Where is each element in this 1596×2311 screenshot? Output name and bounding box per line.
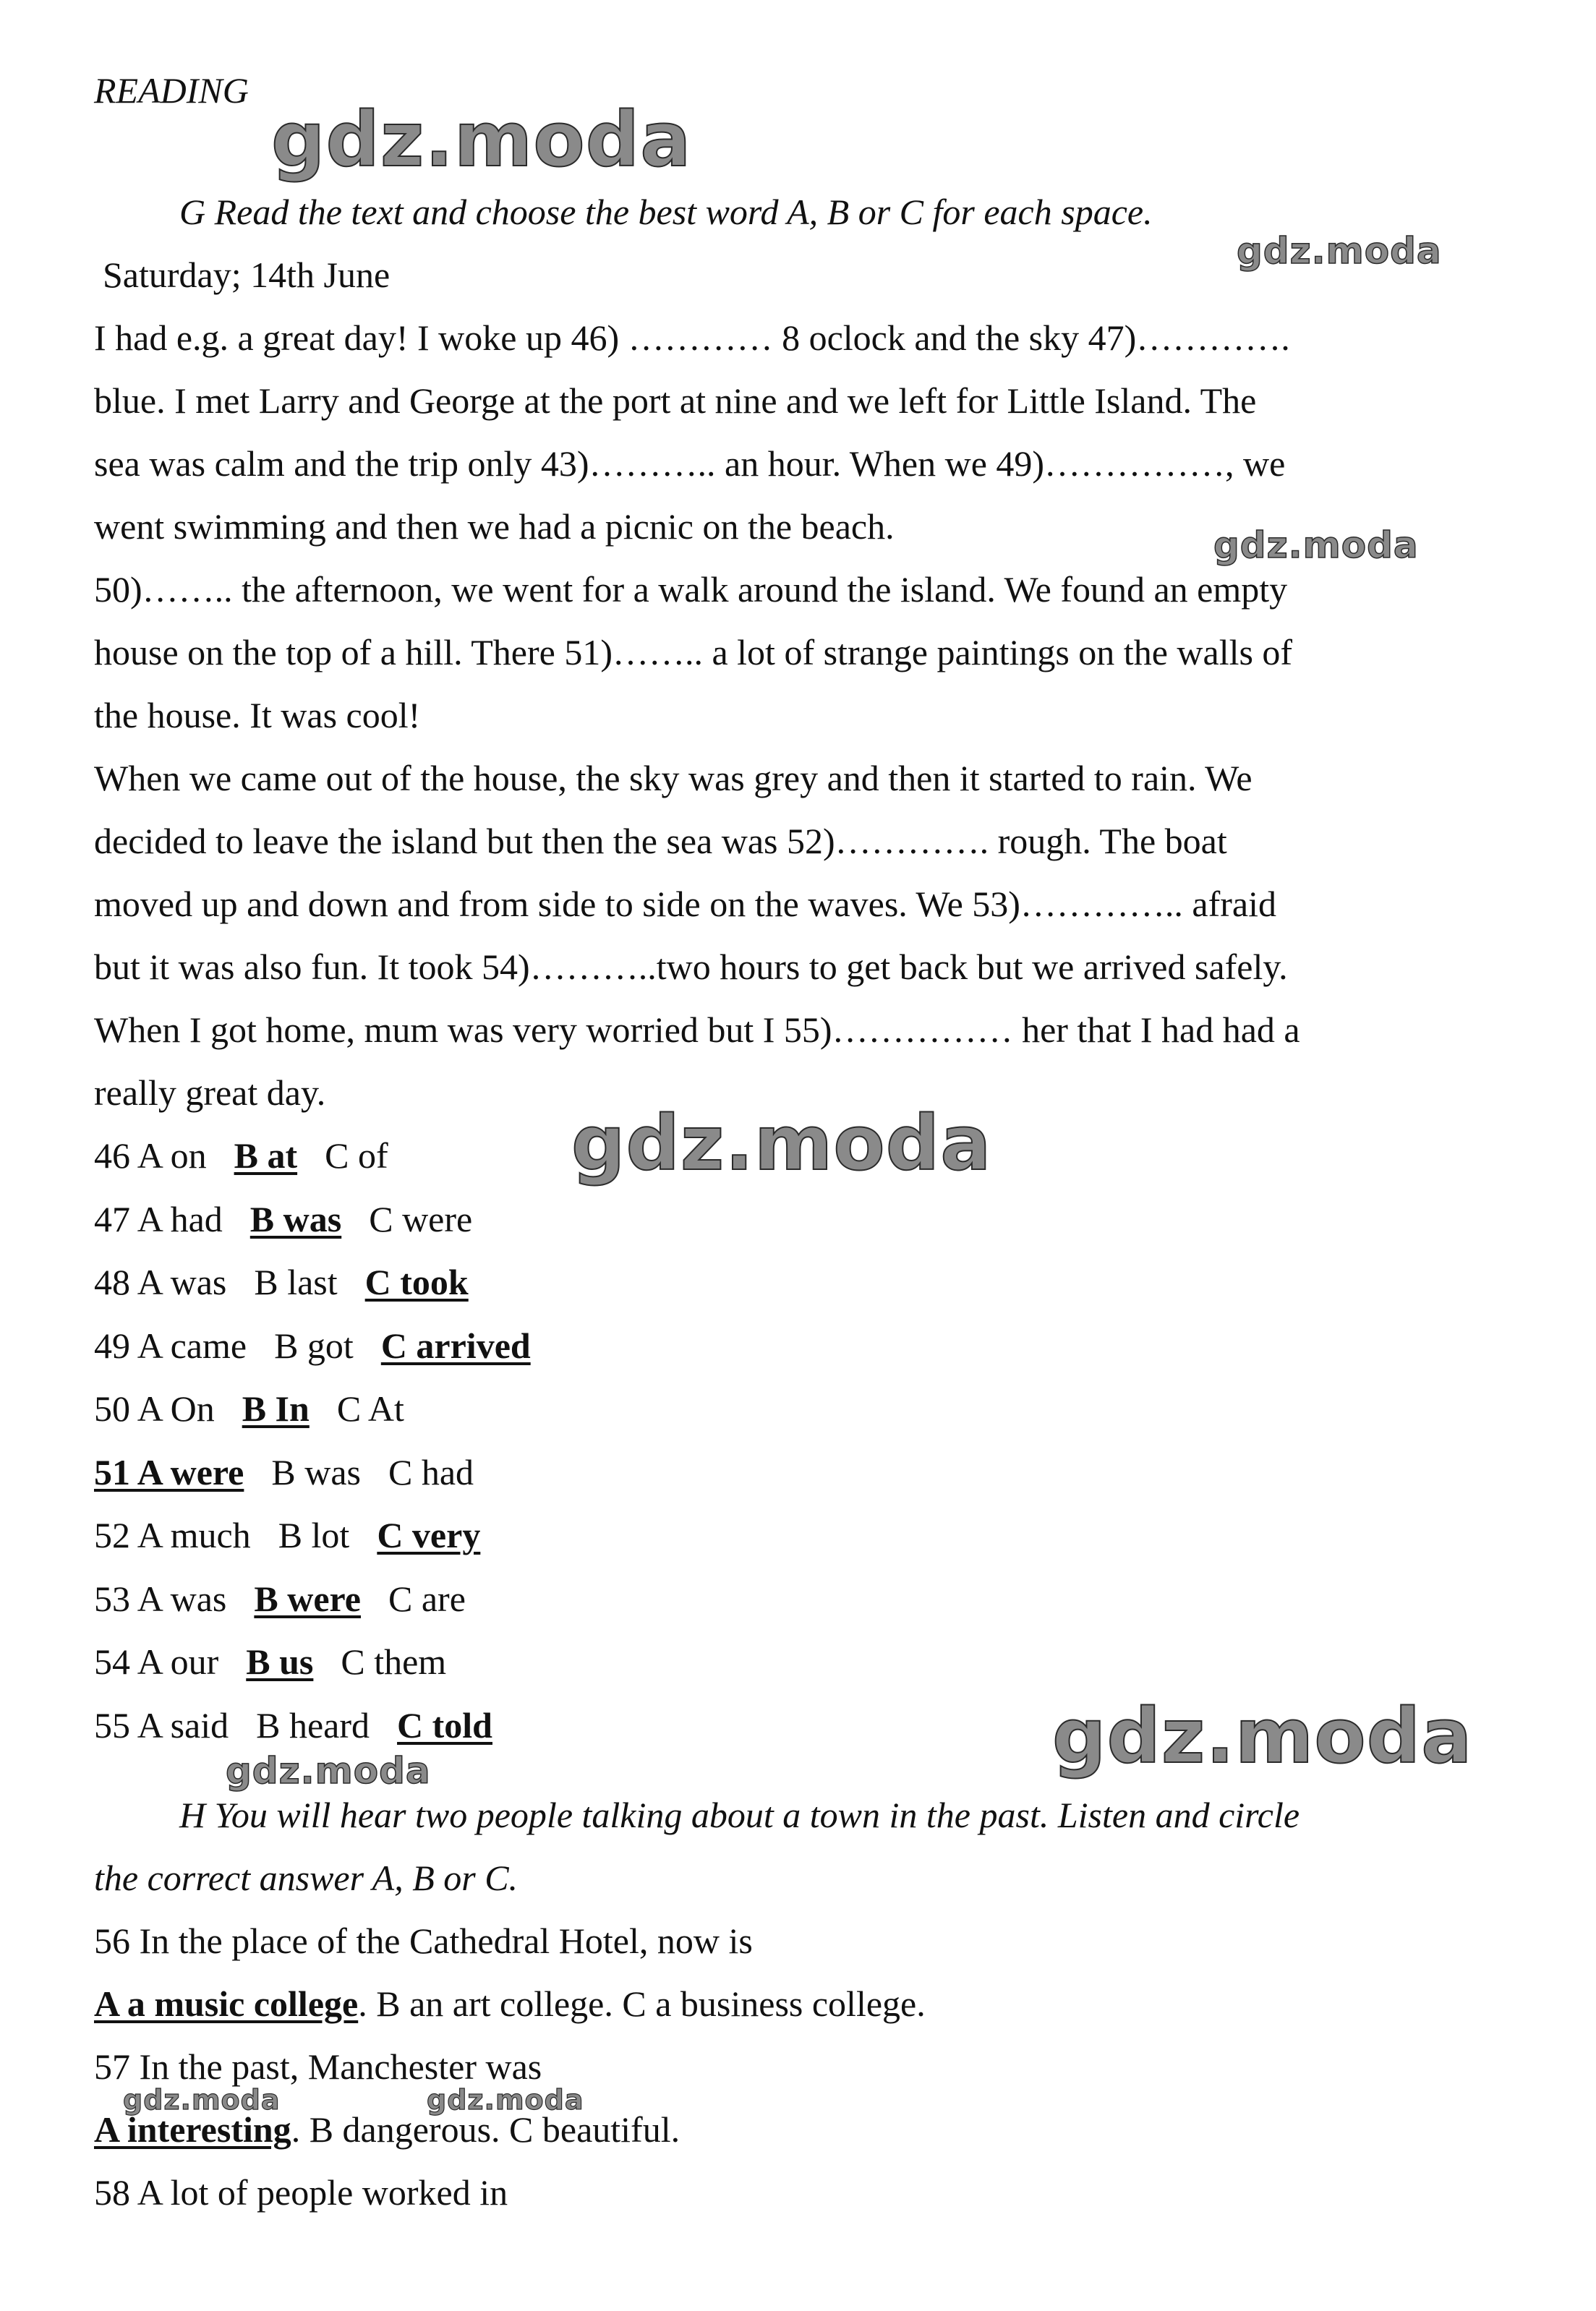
watermark-logo: gdz.moda: [123, 2084, 281, 2116]
passage-line: moved up and down and from side to side on the waves. We 53)………….. afraid: [94, 884, 1276, 924]
passage-line: went swimming and then we had a picnic on the beach.: [94, 506, 895, 547]
passage-line: blue. I met Larry and George at the port at nine and we left for Little Island. The: [94, 380, 1257, 421]
question-row: [94, 1387, 404, 1430]
diary-date: Saturday; 14th June: [103, 255, 391, 295]
option: B last: [254, 1262, 338, 1302]
option: 52 A much: [94, 1515, 251, 1555]
watermark-logo: gdz.moda: [1237, 230, 1442, 272]
correct-option: 51 A were: [94, 1452, 244, 1492]
passage-line: When we came out of the house, the sky was grey and then it started to rain. We: [94, 758, 1253, 798]
passage-line: When I got home, mum was very worried but I 55)…………… her that I had had a: [94, 1009, 1300, 1050]
option: 54 A our: [94, 1641, 219, 1682]
passage-line: house on the top of a hill. There 51)…….. a lot of strange paintings on the walls of: [94, 632, 1293, 672]
question-57: 57 In the past, Manchester was: [94, 2046, 542, 2087]
passage-line: really great day.: [94, 1072, 326, 1113]
option: C At: [336, 1388, 404, 1429]
options-56: . B an art college. C a business college.: [358, 1983, 926, 2024]
question-row: [94, 1451, 474, 1494]
question-row: [94, 1324, 531, 1367]
passage-line: 50)…….. the afternoon, we went for a walk around the island. We found an empty: [94, 569, 1288, 610]
option: 49 A came: [94, 1325, 247, 1366]
answer-56: A a music college: [94, 1983, 359, 2024]
option: C had: [388, 1452, 474, 1492]
passage-line: the house. It was cool!: [94, 695, 421, 735]
question-56: 56 In the place of the Cathedral Hotel, now is: [94, 1921, 753, 1961]
question-row: [94, 1513, 480, 1557]
question-row: [94, 1640, 446, 1683]
correct-option: B was: [249, 1199, 342, 1239]
option: 55 A said: [94, 1705, 229, 1746]
question-58: 58 A lot of people worked in: [94, 2172, 508, 2213]
option: B lot: [278, 1515, 350, 1555]
passage-line: I had e.g. a great day! I woke up 46) ………… 8 oclock and the sky 47)………….: [94, 317, 1290, 358]
option: 46 A on: [94, 1135, 207, 1176]
question-56-options: [94, 1982, 926, 2025]
passage-line: decided to leave the island but then the sea was 52)…………. rough. The boat: [94, 821, 1227, 861]
watermark-logo: gdz.moda: [1213, 524, 1419, 566]
option: B heard: [256, 1705, 370, 1746]
correct-option: C told: [397, 1705, 492, 1746]
options-57: . B dangerous. C beautiful.: [291, 2109, 680, 2150]
option: 53 A was: [94, 1579, 227, 1619]
watermark-logo: gdz.moda: [1052, 1692, 1473, 1780]
question-row: [94, 1577, 466, 1620]
task-h-instruction: H You will hear two people talking about a town in the past. Listen and circle: [179, 1795, 1300, 1835]
question-row: [94, 1260, 469, 1304]
correct-option: C very: [377, 1515, 481, 1555]
watermark-logo: gdz.moda: [427, 2084, 584, 2116]
passage-line: but it was also fun. It took 54)………..two hours to get back but we arrived safely.: [94, 947, 1288, 987]
question-row: [94, 1134, 388, 1177]
section-title: READING: [94, 70, 249, 111]
option: 47 A had: [94, 1199, 223, 1239]
option: C were: [369, 1199, 473, 1239]
correct-option: C arrived: [380, 1325, 531, 1366]
correct-option: B were: [254, 1579, 361, 1619]
option: 48 A was: [94, 1262, 227, 1302]
option: B was: [271, 1452, 361, 1492]
option: C them: [341, 1641, 447, 1682]
question-row: [94, 1704, 492, 1747]
option: B got: [274, 1325, 354, 1366]
option: C are: [388, 1579, 466, 1619]
passage-line: sea was calm and the trip only 43)……….. an hour. When we 49)……………, we: [94, 443, 1286, 484]
correct-option: B at: [234, 1135, 298, 1176]
correct-option: C took: [364, 1262, 469, 1302]
watermark-logo: gdz.moda: [226, 1750, 431, 1792]
watermark-logo: gdz.moda: [271, 95, 692, 184]
watermark-logo: gdz.moda: [571, 1099, 992, 1187]
option: C of: [325, 1135, 388, 1176]
question-row: [94, 1197, 472, 1241]
answer-57: A interesting: [94, 2109, 291, 2150]
task-g-instruction: G Read the text and choose the best word A, B or C for each space.: [179, 192, 1153, 232]
correct-option: B In: [242, 1388, 310, 1429]
option: 50 A On: [94, 1388, 215, 1429]
correct-option: B us: [246, 1641, 314, 1682]
task-h-instruction-cont: the correct answer A, B or C.: [94, 1858, 519, 1898]
